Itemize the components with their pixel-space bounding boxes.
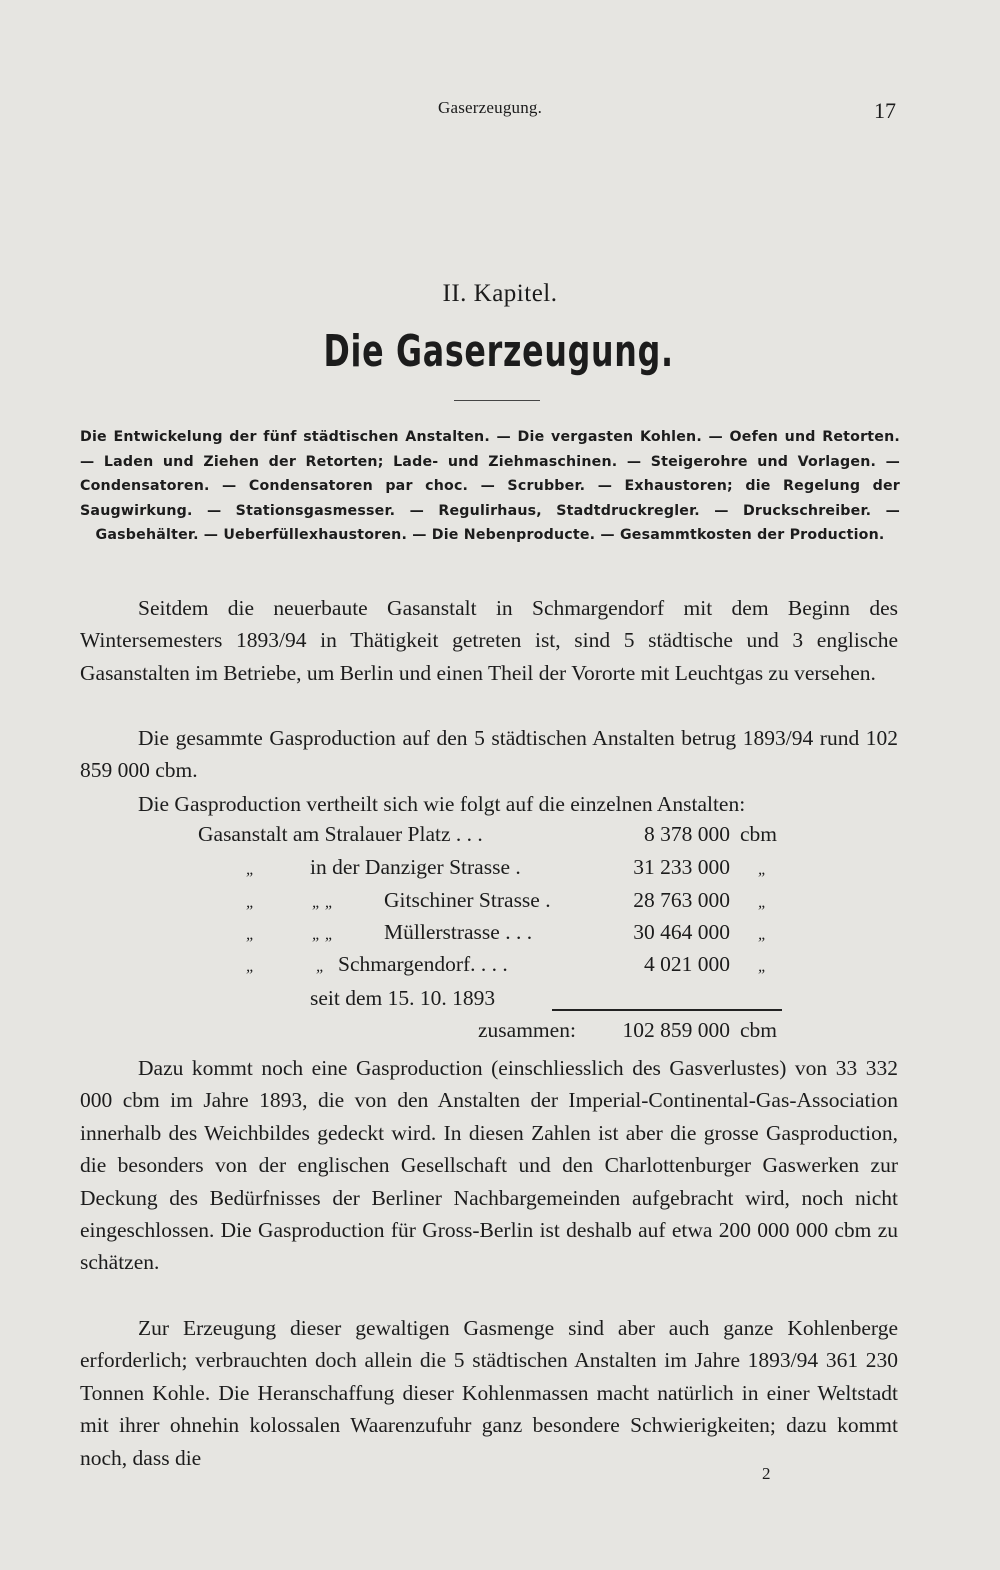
ditto-mark: „ — [246, 861, 255, 878]
ditto-mark: „ „ — [312, 926, 334, 943]
unit-ditto-mark: „ — [758, 861, 767, 878]
row-label: in der Danziger Strasse . — [310, 855, 521, 879]
row-label: Gitschiner Strasse . — [384, 888, 551, 912]
unit-ditto-mark: „ — [758, 958, 767, 975]
total-value: 102 859 000 — [622, 1018, 730, 1042]
row-label: Gasanstalt am Stralauer Platz . . . — [198, 822, 483, 846]
row-value: 4 021 000 — [644, 952, 730, 976]
paragraph-text: Dazu kommt noch eine Gasproduction (einschliesslich des Gasverlustes) von 33 332 000 cbm im Jahre 1893, die von den Anstalten der Imperial-Continental-Gas-Association innerhalb des Weichbildes gedeckt wird. In diesen Zahlen ist aber die grosse Gasproduction, die besonders von der englischen Gesellschaft und den Charlottenburger Gaswerken zur Deckung des Bedürfnisses der Berliner Nachbargemeinden aufgebracht wird, noch nicht eingeschlossen. Die Gasproduction für Gross-Berlin ist deshalb auf etwa 200 000 000 cbm zu schätzen. — [80, 1056, 898, 1275]
paragraph-text: Seitdem die neuerbaute Gasanstalt in Schmargendorf mit dem Beginn des Wintersemesters 1893/94 in Thätigkeit getreten ist, sind 5 städtische und 3 englische Gasanstalten im Betriebe, um Berlin und einen Theil der Vororte mit Leuchtgas zu versehen. — [80, 596, 898, 685]
paragraph-3 — [80, 788, 898, 820]
ditto-mark: „ — [316, 958, 325, 975]
paragraph-5 — [80, 1312, 898, 1474]
chapter-heading: II. Kapitel. — [442, 280, 558, 307]
row-value: 28 763 000 — [633, 888, 730, 912]
table-total-row — [0, 1018, 1000, 1050]
paragraph-4 — [80, 1052, 898, 1279]
table-row — [0, 855, 1000, 887]
row-label: Müllerstrasse . . . — [384, 920, 533, 944]
chapter-title: Die Gaserzeugung. — [323, 326, 674, 377]
paragraph-text: Die gesammte Gasproduction auf den 5 städtischen Anstalten betrug 1893/94 rund 102 859 000 cbm. — [80, 726, 898, 783]
paragraph-1 — [80, 592, 898, 689]
signature-mark: 2 — [762, 1464, 771, 1483]
ditto-mark: „ — [246, 958, 255, 975]
paragraph-2 — [80, 722, 898, 787]
row-label: Schmargendorf. . . . — [338, 952, 508, 976]
paragraph-text: Zur Erzeugung dieser gewaltigen Gasmenge sind aber auch ganze Kohlenberge erforderlich; verbrauchten doch allein die 5 städtischen Anstalten im Jahre 1893/94 361 230 Tonnen Kohle. Die Heranschaffung dieser Kohlenmassen macht natürlich in einer Weltstadt mit ihrer ohnehin kolossalen Waarenzufuhr ganz besondere Schwierigkeiten; dazu kommt noch, dass die — [80, 1316, 898, 1470]
ditto-mark: „ — [246, 926, 255, 943]
page-number: 17 — [874, 98, 896, 123]
table-note-row — [0, 986, 1000, 1018]
sum-rule — [552, 1009, 782, 1011]
since-note: seit dem 15. 10. 1893 — [310, 986, 496, 1010]
table-row — [0, 920, 1000, 952]
row-value: 31 233 000 — [633, 855, 730, 879]
running-title: Gaserzeugung. — [438, 98, 543, 117]
table-row — [0, 822, 1000, 854]
unit-ditto-mark: „ — [758, 894, 767, 911]
table-row — [0, 888, 1000, 920]
total-unit: cbm — [740, 1018, 778, 1042]
ditto-mark: „ „ — [312, 894, 334, 911]
ditto-mark: „ — [246, 894, 255, 911]
row-value: 8 378 000 — [644, 822, 730, 846]
total-label: zusammen: — [478, 1018, 576, 1042]
row-unit: cbm — [740, 822, 778, 846]
unit-ditto-mark: „ — [758, 926, 767, 943]
title-rule — [454, 400, 540, 401]
paragraph-text: Die Gasproduction vertheilt sich wie folgt auf die einzelnen Anstalten: — [138, 792, 746, 816]
table-row — [0, 952, 1000, 984]
chapter-summary: Die Entwickelung der fünf städtischen Anstalten. — Die vergasten Kohlen. — Oefen und Retorten. — Laden und Ziehen der Retorten; Lade- und Ziehmaschinen. — Steigerohre und Vorlagen. — Condensatoren. — Condensatoren par choc. — Scrubber. — Exhaustoren; die Regelung der Saugwirkung. — Stationsgasmesser. — Regulirhaus, Stadtdruckregler. — Druckschreiber. — Gasbehälter. — Ueberfüllexhaustoren. — Die Nebenproducte. — Gesammtkosten der Production. — [80, 429, 900, 543]
row-value: 30 464 000 — [633, 920, 730, 944]
